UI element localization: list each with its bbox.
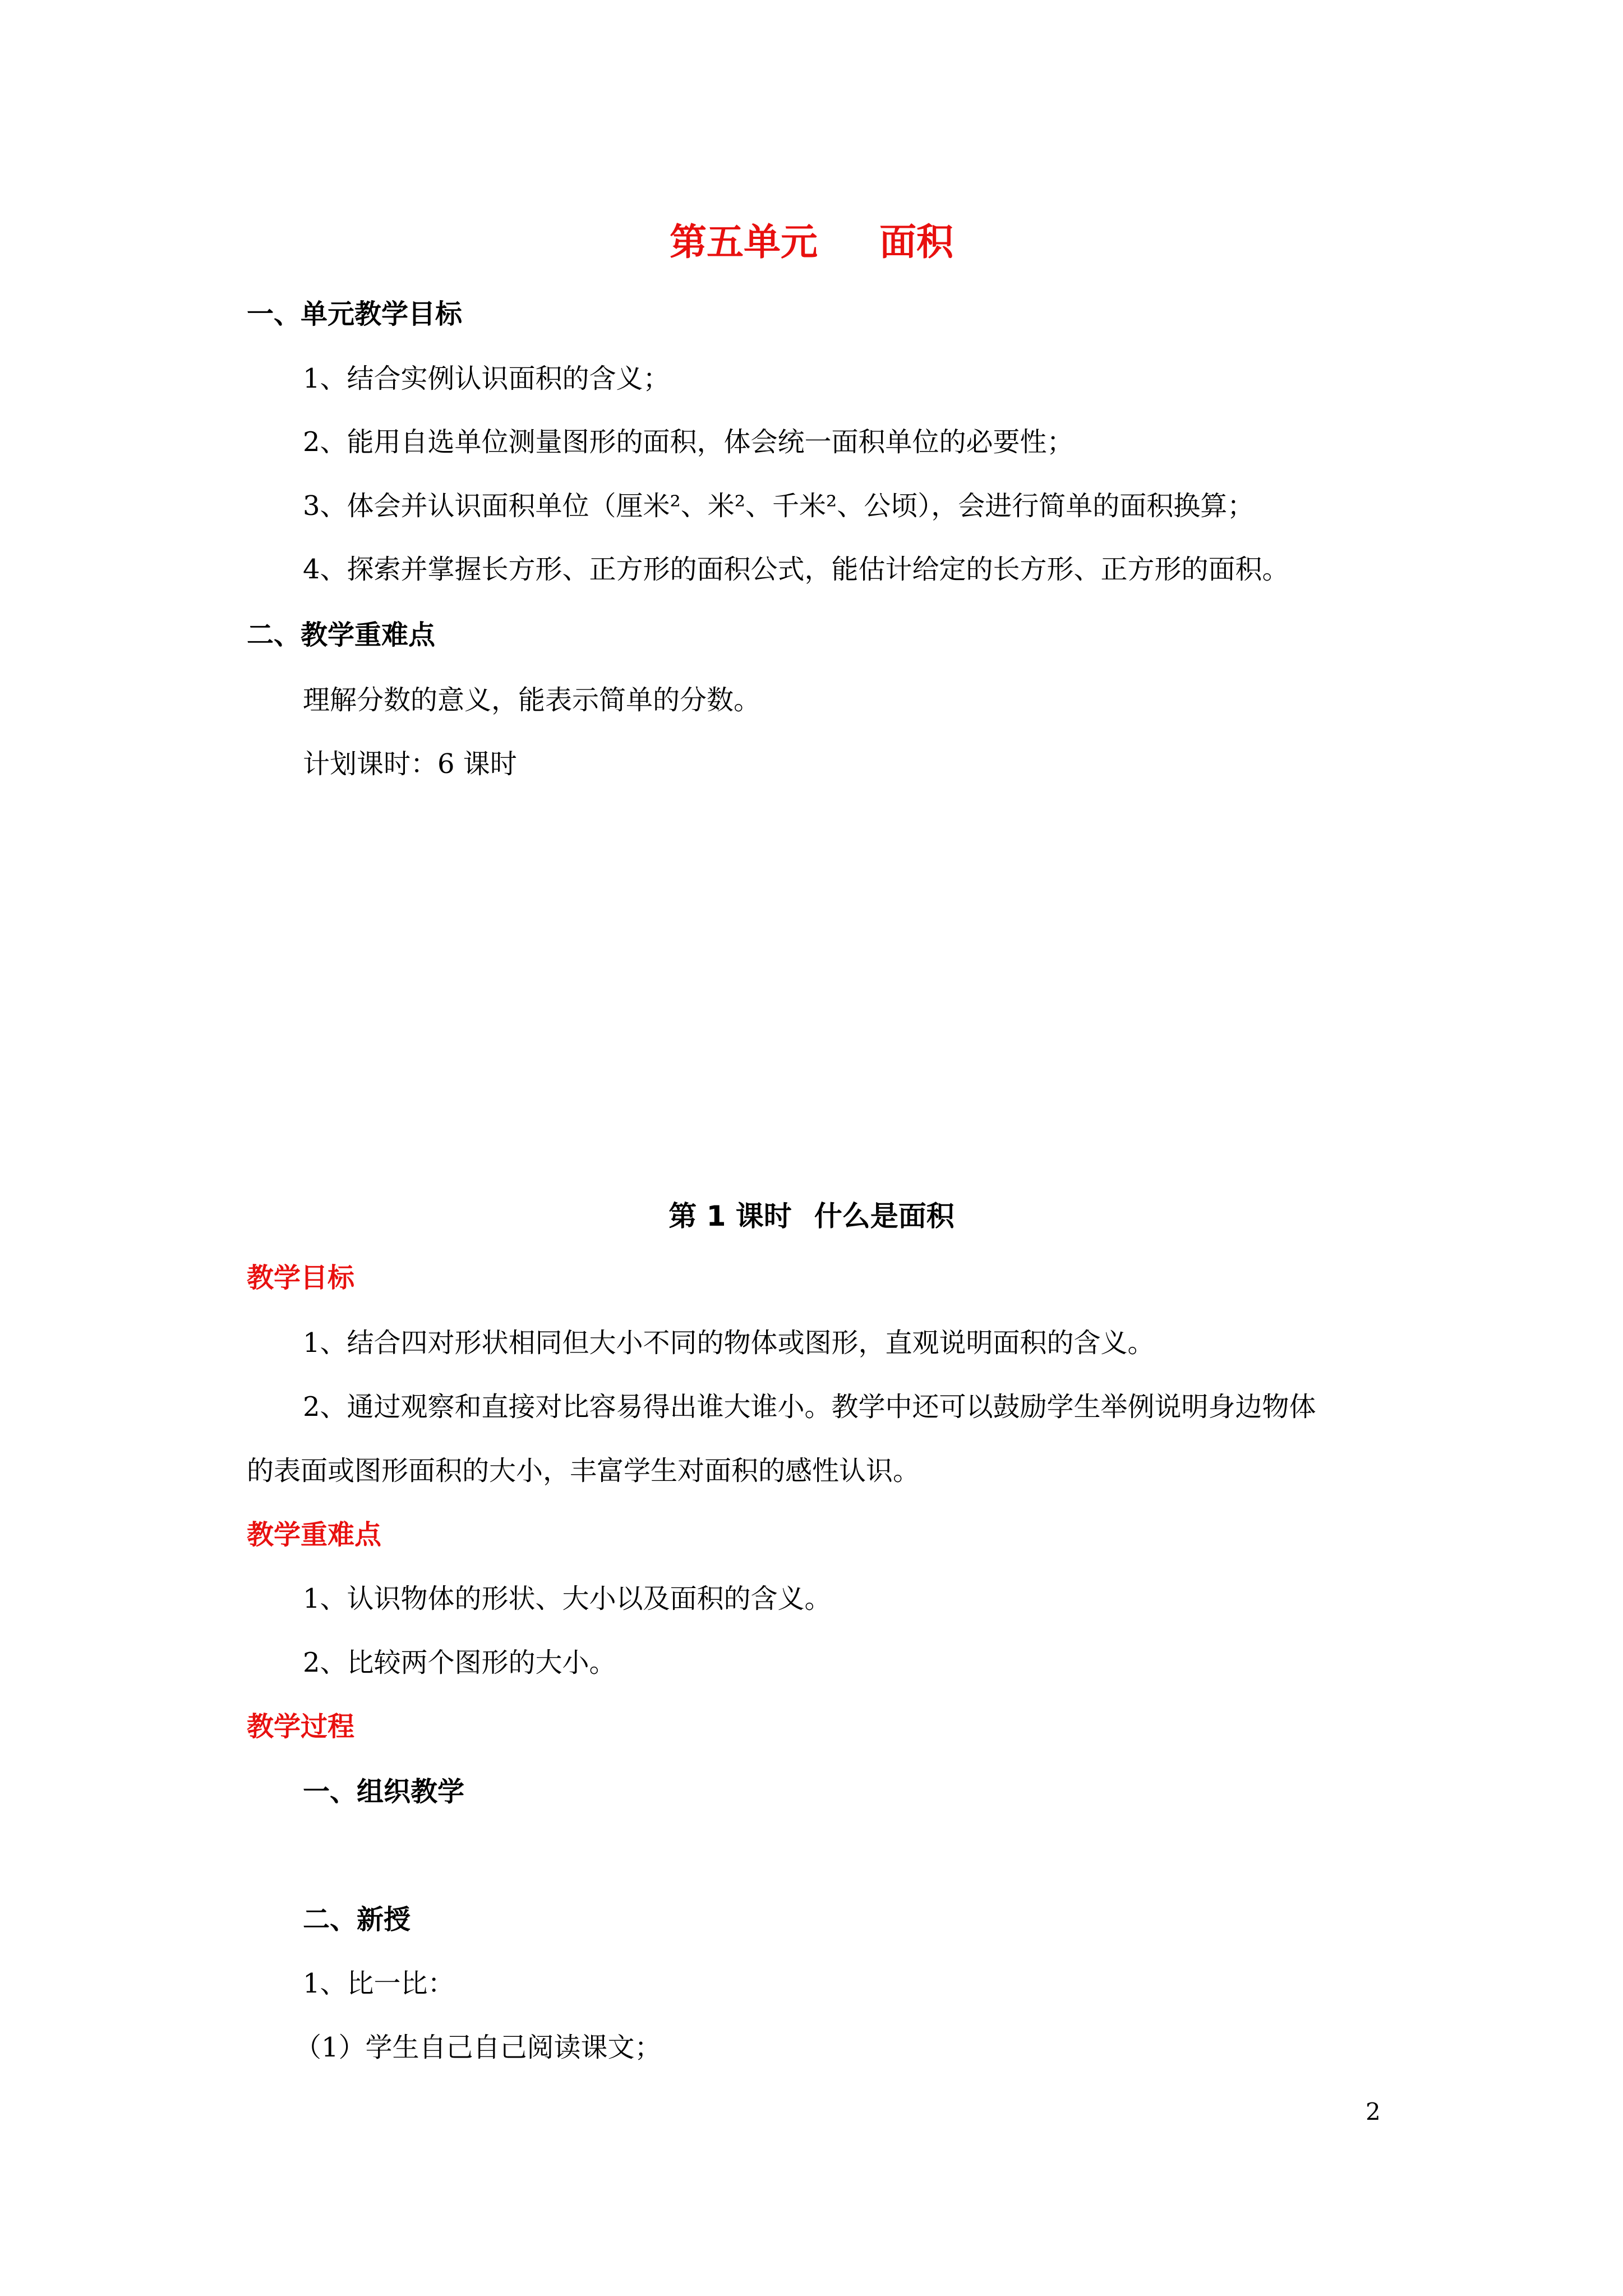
lesson-goal-1: 1、结合四对形状相同但大小不同的物体或图形，直观说明面积的含义。 xyxy=(303,1327,1155,1359)
unit-title-topic: 面积 xyxy=(879,220,953,264)
process-step-new-lesson: 二、新授 xyxy=(303,1904,411,1935)
unit-title xyxy=(0,220,1623,265)
key-points-text: 理解分数的意义，能表示简单的分数。 xyxy=(303,684,761,716)
unit-goals-heading: 一、单元教学目标 xyxy=(247,298,463,330)
unit-title-number: 第五单元 xyxy=(670,220,818,264)
lesson-goal-2-continued: 的表面或图形面积的大小，丰富学生对面积的感性认识。 xyxy=(247,1455,920,1487)
lesson-topic: 什么是面积 xyxy=(814,1200,955,1232)
unit-goal-item-3: 3、体会并认识面积单位（厘米²、米²、千米²、公顷），会进行简单的面积换算； xyxy=(303,490,1255,522)
lesson-difficulty-2: 2、比较两个图形的大小。 xyxy=(303,1647,616,1678)
unit-goal-item-2: 2、能用自选单位测量图形的面积，体会统一面积单位的必要性； xyxy=(303,426,1074,458)
unit-goal-item-4: 4、探索并掌握长方形、正方形的面积公式，能估计给定的长方形、正方形的面积。 xyxy=(303,554,1289,585)
lesson-difficulty-heading: 教学重难点 xyxy=(247,1519,382,1550)
lesson-process-heading: 教学过程 xyxy=(247,1711,355,1742)
lesson-goals-heading: 教学目标 xyxy=(247,1262,355,1294)
new-lesson-item-compare: 1、比一比： xyxy=(303,1968,455,1999)
key-points-heading: 二、教学重难点 xyxy=(247,619,436,651)
lesson-number: 第 1 课时 xyxy=(668,1200,792,1232)
page-number: 2 xyxy=(1366,2098,1381,2125)
lesson-difficulty-1: 1、认识物体的形状、大小以及面积的含义。 xyxy=(303,1583,832,1614)
lesson-goal-2: 2、通过观察和直接对比容易得出谁大谁小。教学中还可以鼓励学生举例说明身边物体 xyxy=(303,1391,1316,1423)
new-lesson-subitem-1: （1）学生自己自己阅读课文； xyxy=(294,2032,662,2063)
lesson-title xyxy=(0,1199,1623,1233)
planned-hours: 计划课时：6 课时 xyxy=(303,748,517,780)
unit-goal-item-1: 1、结合实例认识面积的含义； xyxy=(303,363,670,394)
process-step-organize: 一、组织教学 xyxy=(303,1776,465,1807)
